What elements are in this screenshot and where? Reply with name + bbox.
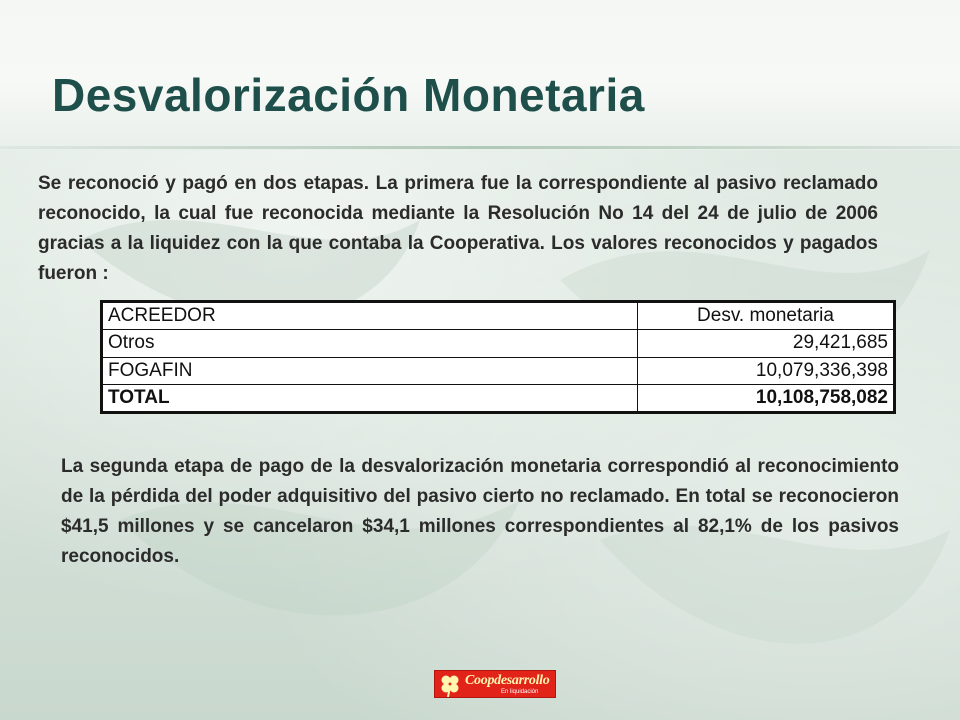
slide-title: Desvalorización Monetaria xyxy=(52,69,645,121)
total-amount: 10,108,758,082 xyxy=(638,384,894,411)
table-row xyxy=(103,330,894,357)
row-amount: 29,421,685 xyxy=(638,330,894,357)
table-row xyxy=(103,357,894,384)
second-stage-paragraph: La segunda etapa de pago de la desvalorización monetaria correspondió al reconocimiento de la pérdida del poder adquisitivo del pasivo cierto no reclamado. En total se reconocieron $41,5 millones y se cancelaron $34,1 millones correspondientes al 82,1% de los pasivos reconocidos. xyxy=(61,456,899,567)
creditor-table xyxy=(100,300,896,414)
table-header-row xyxy=(103,303,894,330)
header-amount: Desv. monetaria xyxy=(638,303,894,330)
intro-paragraph: Se reconoció y pagó en dos etapas. La primera fue la correspondiente al pasivo reclamado reconocido, la cual fue reconocida mediante la Resolución No 14 del 24 de julio de 2006 gracias a la liquidez con la que contaba la Cooperativa. Los valores reconocidos y pagados fueron : xyxy=(38,173,878,284)
total-label: TOTAL xyxy=(103,384,638,411)
logo-text: Coopdesarrollo xyxy=(465,673,550,688)
row-amount: 10,079,336,398 xyxy=(638,357,894,384)
row-creditor: FOGAFIN xyxy=(103,357,638,384)
title-band-divider xyxy=(0,146,960,149)
table-total-row xyxy=(103,384,894,411)
header-creditor: ACREEDOR xyxy=(103,303,638,330)
clover-icon xyxy=(435,671,465,698)
coopdesarrollo-logo xyxy=(434,670,556,698)
row-creditor: Otros xyxy=(103,330,638,357)
logo-subtext: En liquidación xyxy=(501,689,539,695)
